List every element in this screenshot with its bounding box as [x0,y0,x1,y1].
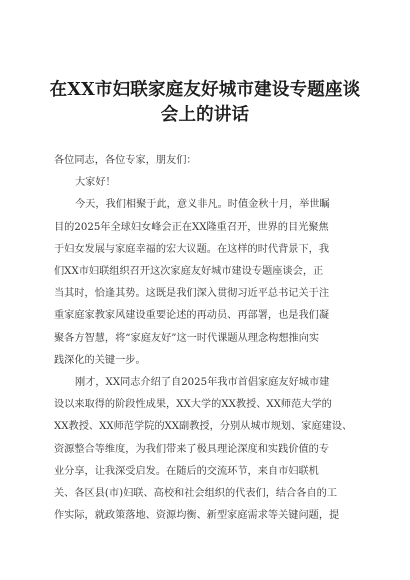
body-line: 们XX市妇联组织召开这次家庭友好城市建设专题座谈会，正 [54,266,324,278]
greeting: 大家好！ [75,177,116,189]
body-line: 刚才，XX同志介绍了自2025年我市首倡家庭友好城市建 [75,377,330,389]
body-line: 业分享，让我深受启发。在随后的交流环节，来自市妇联机 [54,465,319,477]
title-line-1: 在XX市妇联家庭友好城市建设专题座谈 [49,80,361,100]
body-line: 作实际，就政策落地、资源均衡、新型家庭需求等关键问题，提 [54,510,340,522]
body-line: XX教授、XX师范学院的XX副教授，分别从城市规划、家庭建设、 [54,421,353,433]
body-line: 践深化的关键一步。 [54,354,146,366]
title-line-2: 会上的讲话 [160,105,250,125]
body-line: 资源整合等维度，为我们带来了极具理论深度和实践价值的专 [54,443,330,455]
body-line: 关、各区县(市)妇联、高校和社会组织的代表们，结合各自的工 [54,488,338,500]
document-body [54,150,359,527]
body-line: 目的2025年全球妇女峰会正在XX隆重召开，世界的目光聚焦 [54,221,329,233]
body-text [54,194,359,527]
body-line: 今天，我们相聚于此，意义非凡。时值金秋十月，举世瞩 [75,199,330,211]
body-line: 于妇女发展与家庭幸福的宏大议题。在这样的时代背景下，我 [54,243,330,255]
document-title [40,78,370,128]
salutation: 各位同志，各位专家，朋友们： [54,155,197,166]
body-line: 聚各方智慧，将“家庭友好”这一时代课题从理念构想推向实 [54,332,320,344]
body-line: 当其时，恰逢其势。这既是我们深入贯彻习近平总书记关于注 [54,288,330,300]
body-line: 重家庭家教家风建设重要论述的再动员、再部署，也是我们凝 [54,310,330,322]
body-line: 设以来取得的阶段性成果，XX大学的XX教授、XX师范大学的 [54,399,332,411]
